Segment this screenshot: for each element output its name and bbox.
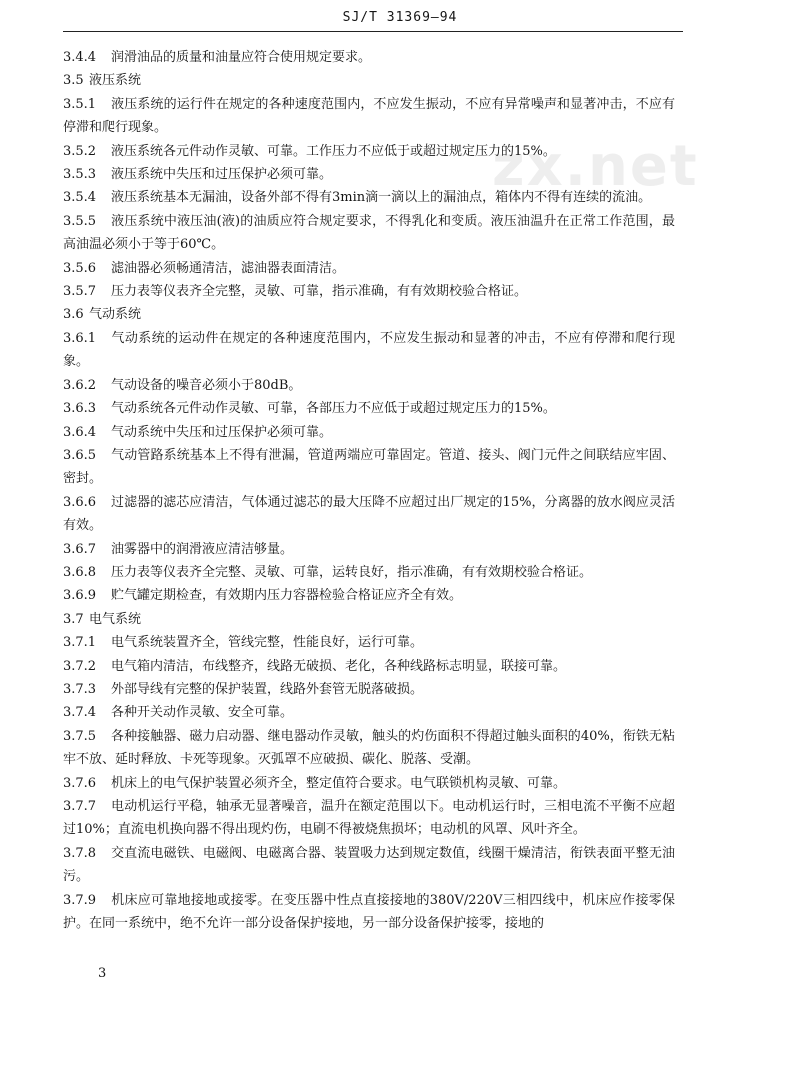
clause-text: 液压系统中液压油(液)的油质应符合规定要求，不得乳化和变质。液压油温升在正常工作范围，最高油温必须小于等于60℃。 [63, 213, 675, 253]
clause-number: 3.7.6 [63, 775, 97, 791]
clause-number: 3.5.4 [63, 190, 97, 206]
clause [63, 655, 675, 678]
clause-number: 3.7.2 [63, 658, 97, 674]
clause [63, 561, 675, 584]
clause-text: 贮气罐定期检查，有效期内压力容器检验合格证应齐全有效。 [111, 588, 463, 604]
clause-text: 过滤器的滤芯应清洁，气体通过滤芯的最大压降不应超过出厂规定的15%，分离器的放水阀应灵活有效。 [63, 494, 675, 534]
clause-text: 液压系统各元件动作灵敏、可靠。工作压力不应低于或超过规定压力的15%。 [111, 143, 556, 159]
clause [63, 795, 675, 842]
section-heading [63, 303, 675, 326]
clause-text: 液压系统基本无漏油，设备外部不得有3min滴一滴以上的漏油点，箱体内不得有连续的流油。 [111, 190, 652, 206]
clause [63, 163, 675, 186]
clause [63, 327, 675, 374]
page-number: 3 [98, 966, 107, 981]
document-body [63, 46, 675, 935]
clause-number: 3.7.7 [63, 799, 97, 814]
clause-number: 3.6.2 [63, 377, 97, 393]
section-title: 液压系统 [89, 73, 142, 89]
page-header: SJ/T 31369—94 [342, 10, 458, 25]
clause-number: 3.6.9 [63, 588, 97, 604]
clause-text: 机床上的电气保护装置必须齐全，整定值符合要求。电气联锁机构灵敏、可靠。 [111, 775, 567, 791]
section-title: 电气系统 [89, 611, 142, 627]
clause-number: 3.6.1 [63, 330, 97, 346]
clause-text: 电气系统装置齐全，管线完整，性能良好，运行可靠。 [111, 635, 424, 651]
clause [63, 772, 675, 795]
clause-number: 3.4.4 [63, 50, 97, 65]
clause [63, 631, 675, 654]
clause-text: 液压系统的运行件在规定的各种速度范围内，不应发生振动，不应有异常噪声和显著冲击，不应有停滞和爬行现象。 [63, 96, 675, 136]
clause-number: 3.5.2 [63, 143, 97, 159]
clause [63, 46, 675, 69]
clause [63, 584, 675, 607]
clause [63, 257, 675, 280]
clause [63, 701, 675, 724]
clause-number: 3.5.6 [63, 260, 97, 276]
clause-number: 3.6 [63, 307, 84, 323]
clause-text: 气动系统的运动件在规定的各种速度范围内，不应发生振动和显著的冲击，不应有停滞和爬行现象。 [63, 330, 675, 370]
clause-number: 3.7.3 [63, 681, 97, 697]
clause-number: 3.6.6 [63, 494, 97, 510]
clause [63, 725, 675, 772]
clause-text: 润滑油品的质量和油量应符合使用规定要求。 [111, 50, 372, 65]
watermark: zx.net [492, 134, 699, 199]
clause [63, 280, 675, 303]
clause [63, 491, 675, 538]
clause [63, 842, 675, 889]
clause-number: 3.5.1 [63, 96, 97, 112]
clause [63, 889, 675, 936]
section-heading [63, 69, 675, 92]
clause-number: 3.6.5 [63, 447, 97, 463]
clause [63, 444, 675, 491]
clause-text: 电动机运行平稳，轴承无显著噪音，温升在额定范围以下。电动机运行时，三相电流不平衡不应超过10%；直流电机换向器不得出现灼伤，电刷不得被烧焦损坏；电动机的风罩、风叶齐全。 [63, 799, 675, 838]
clause [63, 140, 675, 163]
clause-number: 3.5 [63, 73, 84, 89]
clause [63, 186, 675, 209]
clause-text: 各种接触器、磁力启动器、继电器动作灵敏，触头的灼伤面积不得超过触头面积的40%，衔铁无粘牢不放、延时释放、卡死等现象。灭弧罩不应破损、碳化、脱落、受潮。 [63, 728, 675, 768]
clause-text: 压力表等仪表齐全完整、灵敏、可靠，运转良好，指示准确，有有效期校验合格证。 [111, 564, 593, 580]
section-title: 气动系统 [89, 307, 142, 323]
clause [63, 421, 675, 444]
clause-text: 气动系统各元件动作灵敏、可靠，各部压力不应低于或超过规定压力的15%。 [111, 401, 556, 417]
clause-text: 各种开关动作灵敏、安全可靠。 [111, 705, 294, 721]
clause-text: 油雾器中的润滑液应清洁够量。 [111, 541, 294, 557]
clause-number: 3.7.4 [63, 705, 97, 721]
section-heading [63, 608, 675, 631]
clause-number: 3.6.3 [63, 401, 97, 417]
clause-text: 电气箱内清洁，布线整齐，线路无破损、老化，各种线路标志明显，联接可靠。 [111, 658, 567, 674]
clause-number: 3.7 [63, 611, 84, 627]
clause [63, 210, 675, 257]
clause-text: 气动系统中失压和过压保护必须可靠。 [111, 424, 333, 440]
clause-text: 交直流电磁铁、电磁阀、电磁离合器、装置吸力达到规定数值，线圈干燥清洁，衔铁表面平整无油污。 [63, 845, 675, 885]
clause-text: 压力表等仪表齐全完整，灵敏、可靠，指示准确，有有效期校验合格证。 [111, 284, 528, 300]
clause [63, 93, 675, 140]
clause-text: 气动管路系统基本上不得有泄漏，管道两端应可靠固定。管道、接头、阀门元件之间联结应牢固、密封。 [63, 447, 675, 487]
clause-number: 3.7.5 [63, 728, 97, 744]
clause-text: 气动设备的噪音必须小于80dB。 [111, 377, 302, 393]
clause-number: 3.5.3 [63, 167, 97, 183]
clause [63, 374, 675, 397]
clause [63, 538, 675, 561]
clause-number: 3.7.9 [63, 892, 97, 908]
clause [63, 397, 675, 420]
clause-number: 3.5.7 [63, 284, 97, 300]
clause-number: 3.7.8 [63, 845, 97, 861]
clause-number: 3.6.4 [63, 424, 97, 440]
header-rule [63, 31, 683, 32]
clause-text: 液压系统中失压和过压保护必须可靠。 [111, 167, 333, 183]
clause-number: 3.6.7 [63, 541, 97, 557]
clause-number: 3.6.8 [63, 564, 97, 580]
clause-text: 机床应可靠地接地或接零。在变压器中性点直接接地的380V/220V三相四线中，机床应作接零保护。在同一系统中，绝不允许一部分设备保护接地，另一部分设备保护接零，接地的 [63, 892, 675, 932]
clause [63, 678, 675, 701]
clause-text: 外部导线有完整的保护装置，线路外套管无脱落破损。 [111, 681, 424, 697]
clause-text: 滤油器必须畅通清洁，滤油器表面清洁。 [111, 260, 346, 276]
clause-number: 3.7.1 [63, 635, 97, 651]
clause-number: 3.5.5 [63, 213, 97, 229]
